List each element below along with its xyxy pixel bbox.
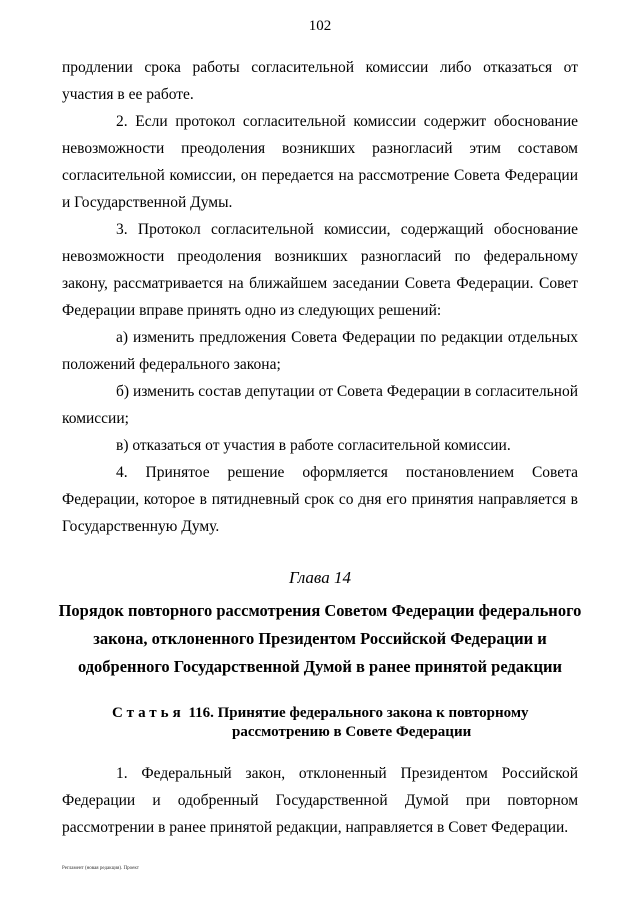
article-paragraph-1: 1. Федеральный закон, отклоненный Президентом Российской Федерации и одобренный Государственной Думой при повторном рассмотрении в ранее принятой редакции, направляется в Совет Федерации.: [62, 765, 578, 836]
paragraph-item-2: 2. Если протокол согласительной комиссии содержит обоснование невозможности преодоления возникших разногласий этим составом согласительной комиссии, он передается на рассмотрение Совета Федерации и Государственной Думы.: [62, 113, 578, 211]
paragraph-item-3: 3. Протокол согласительной комиссии, содержащий обоснование невозможности преодоления возникших разногласий по федеральному закону, рассматривается на ближайшем заседании Совета Федерации. Совет Федерации вправе принять одно из следующих решений:: [62, 221, 578, 319]
paragraph-item-4: 4. Принятое решение оформляется постановлением Совета Федерации, которое в пятидневный срок со дня его принятия направляется в Государственную Думу.: [62, 464, 578, 535]
article-title-line2: рассмотрению в Совете Федерации: [232, 724, 472, 740]
paragraph-subitem-b: б) изменить состав депутации от Совета Федерации в согласительной комиссии;: [62, 383, 578, 427]
chapter-heading: Порядок повторного рассмотрения Советом Федерации федерального закона, отклоненного Президентом Российской Федерации и одобренного Государственной Думой в ранее принятой редакции: [58, 601, 582, 676]
paragraph-continuation: продлении срока работы согласительной комиссии либо отказаться от участия в ее работе.: [62, 59, 578, 103]
body-text: [62, 54, 578, 540]
page-number: 102: [308, 18, 332, 34]
footer-note: Регламент (новая редакция). Проект: [62, 866, 139, 871]
article-body: [62, 760, 578, 841]
chapter-title: Глава 14: [289, 568, 351, 587]
article-heading: [112, 704, 552, 742]
article-prefix: Статья: [112, 705, 185, 721]
paragraph-subitem-a: а) изменить предложения Совета Федерации по редакции отдельных положений федерального закона;: [62, 329, 578, 373]
article-title-line1: 116. Принятие федерального закона к повторному: [188, 705, 529, 721]
paragraph-subitem-v: в) отказаться от участия в работе согласительной комиссии.: [116, 437, 511, 454]
